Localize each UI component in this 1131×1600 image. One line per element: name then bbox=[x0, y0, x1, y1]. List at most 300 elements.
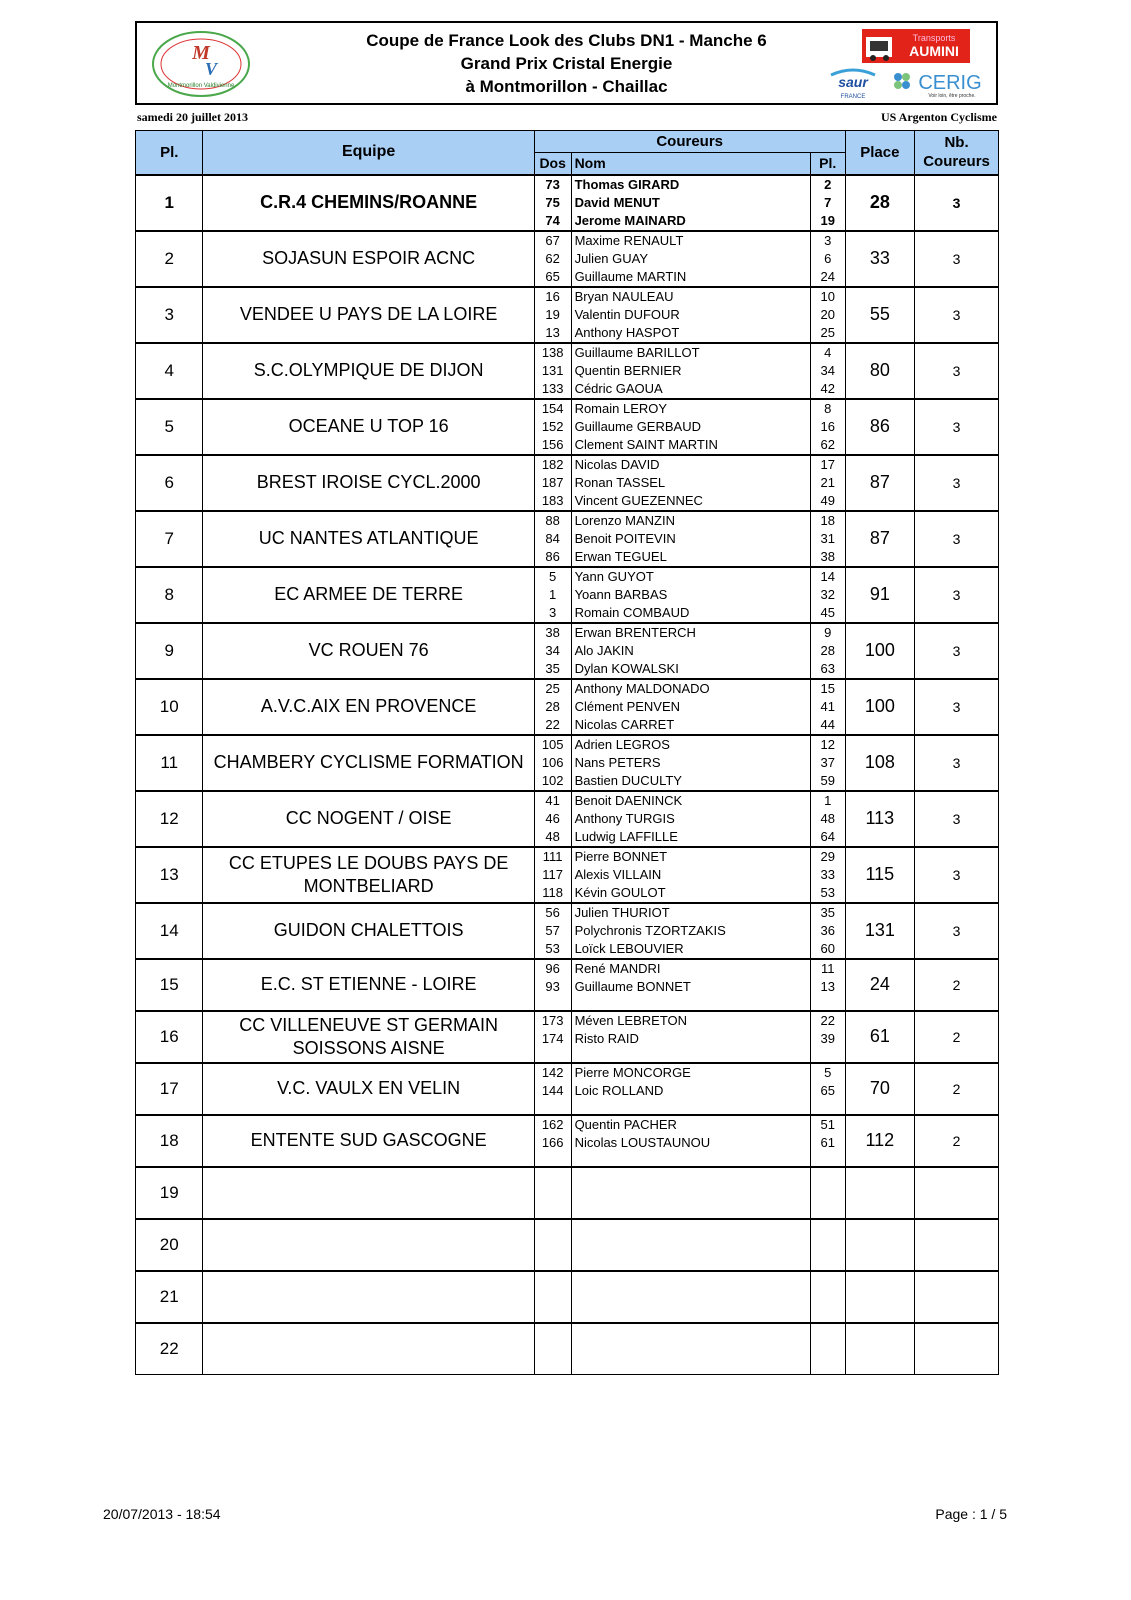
rider-name: Romain LEROY bbox=[574, 400, 668, 416]
saur-logo bbox=[827, 65, 879, 101]
team-name: CHAMBERY CYCLISME FORMATION bbox=[203, 735, 534, 791]
rider-dossard: 152 bbox=[541, 418, 564, 434]
rider-name: Benoit DAENINCK bbox=[574, 792, 683, 808]
team-rank: 20 bbox=[136, 1219, 203, 1271]
rider-ranks bbox=[810, 1323, 845, 1375]
rider-rank: 45 bbox=[820, 604, 835, 620]
rider-names bbox=[571, 847, 810, 903]
team-row bbox=[136, 287, 999, 343]
team-rank: 21 bbox=[136, 1271, 203, 1323]
team-rider-count: 3 bbox=[915, 231, 999, 287]
team-rider-count bbox=[915, 1323, 999, 1375]
team-rank: 18 bbox=[136, 1115, 203, 1167]
team-name bbox=[203, 1271, 534, 1323]
rider-dossard: 187 bbox=[541, 474, 564, 490]
team-rank: 13 bbox=[136, 847, 203, 903]
header-coureurs: Coureurs bbox=[534, 131, 845, 153]
rider-rank: 16 bbox=[820, 418, 835, 434]
team-points: 108 bbox=[845, 735, 915, 791]
team-points: 61 bbox=[845, 1011, 915, 1063]
rider-name: Risto RAID bbox=[574, 1030, 639, 1046]
team-rank: 22 bbox=[136, 1323, 203, 1375]
rider-name: Anthony MALDONADO bbox=[574, 680, 710, 696]
title-line-3: à Montmorillon - Chaillac bbox=[465, 77, 668, 96]
rider-names bbox=[571, 231, 810, 287]
header-nb-line2: Coureurs bbox=[923, 153, 990, 171]
rider-name: Thomas GIRARD bbox=[574, 176, 680, 192]
team-rank: 5 bbox=[136, 399, 203, 455]
team-rank: 2 bbox=[136, 231, 203, 287]
team-rider-count: 3 bbox=[915, 343, 999, 399]
team-rank: 12 bbox=[136, 791, 203, 847]
rider-ranks bbox=[810, 1011, 845, 1063]
rider-rank: 10 bbox=[820, 288, 835, 304]
rider-name: Benoit POITEVIN bbox=[574, 530, 676, 546]
team-rank: 10 bbox=[136, 679, 203, 735]
team-row bbox=[136, 1323, 999, 1375]
rider-rank: 24 bbox=[820, 268, 835, 284]
rider-names bbox=[571, 287, 810, 343]
rider-name: Guillaume BONNET bbox=[574, 978, 691, 994]
rider-dossard: 88 bbox=[545, 512, 560, 528]
team-points: 100 bbox=[845, 679, 915, 735]
team-points bbox=[845, 1323, 915, 1375]
rider-dossards bbox=[534, 455, 571, 511]
rider-dossards bbox=[534, 1063, 571, 1115]
sub-header-row bbox=[137, 110, 997, 125]
rider-rank: 38 bbox=[820, 548, 835, 564]
montmorillon-logo bbox=[151, 29, 251, 99]
rider-rank: 5 bbox=[824, 1064, 832, 1080]
rider-dossard: 3 bbox=[549, 604, 557, 620]
team-name: GUIDON CHALETTOIS bbox=[203, 903, 534, 959]
rider-dossards bbox=[534, 567, 571, 623]
rider-ranks bbox=[810, 735, 845, 791]
team-points: 33 bbox=[845, 231, 915, 287]
team-row bbox=[136, 623, 999, 679]
team-row bbox=[136, 343, 999, 399]
rider-ranks bbox=[810, 791, 845, 847]
team-points: 80 bbox=[845, 343, 915, 399]
rider-name: Vincent GUEZENNEC bbox=[574, 492, 703, 508]
rider-name: Yoann BARBAS bbox=[574, 586, 668, 602]
team-rider-count: 2 bbox=[915, 1063, 999, 1115]
rider-name: Méven LEBRETON bbox=[574, 1012, 688, 1028]
team-name: EC ARMEE DE TERRE bbox=[203, 567, 534, 623]
rider-dossard: 16 bbox=[545, 288, 560, 304]
rider-names bbox=[571, 679, 810, 735]
rider-rank: 64 bbox=[820, 828, 835, 844]
rider-dossard: 183 bbox=[541, 492, 564, 508]
rider-name: Quentin BERNIER bbox=[574, 362, 682, 378]
rider-dossard: 111 bbox=[542, 848, 563, 864]
rider-dossards bbox=[534, 1323, 571, 1375]
rider-dossards bbox=[534, 399, 571, 455]
rider-names bbox=[571, 343, 810, 399]
rider-dossards bbox=[534, 959, 571, 1011]
rider-rank: 37 bbox=[820, 754, 835, 770]
document-title bbox=[317, 29, 816, 98]
svg-text:Voir loin, être proche.: Voir loin, être proche. bbox=[928, 93, 976, 99]
document-header bbox=[135, 21, 998, 105]
rider-names bbox=[571, 959, 810, 1011]
rider-dossard: 56 bbox=[545, 904, 560, 920]
print-timestamp: 20/07/2013 - 18:54 bbox=[103, 1506, 221, 1522]
svg-text:AUMINI: AUMINI bbox=[909, 43, 959, 59]
team-rider-count bbox=[915, 1219, 999, 1271]
rider-dossards bbox=[534, 847, 571, 903]
rider-rank: 6 bbox=[824, 250, 832, 266]
rider-name: Loïck LEBOUVIER bbox=[574, 940, 684, 956]
rider-rank: 41 bbox=[820, 698, 835, 714]
rider-name: Clément PENVEN bbox=[574, 698, 681, 714]
team-points: 87 bbox=[845, 455, 915, 511]
rider-name: Julien THURIOT bbox=[574, 904, 670, 920]
rider-dossards bbox=[534, 791, 571, 847]
rider-names bbox=[571, 511, 810, 567]
team-name bbox=[203, 1167, 534, 1219]
team-name: SOJASUN ESPOIR ACNC bbox=[203, 231, 534, 287]
rider-name: Pierre BONNET bbox=[574, 848, 668, 864]
team-points: 86 bbox=[845, 399, 915, 455]
rider-rank: 20 bbox=[820, 306, 835, 322]
rider-rank: 17 bbox=[820, 456, 835, 472]
rider-names bbox=[571, 735, 810, 791]
rider-ranks bbox=[810, 1219, 845, 1271]
rider-dossards bbox=[534, 343, 571, 399]
team-rank: 17 bbox=[136, 1063, 203, 1115]
rider-ranks bbox=[810, 903, 845, 959]
team-name bbox=[203, 1219, 534, 1271]
rider-ranks bbox=[810, 343, 845, 399]
rider-rank: 49 bbox=[820, 492, 835, 508]
team-points: 115 bbox=[845, 847, 915, 903]
rider-rank: 63 bbox=[820, 660, 835, 676]
rider-rank: 51 bbox=[820, 1116, 835, 1132]
team-name: C.R.4 CHEMINS/ROANNE bbox=[203, 175, 534, 231]
rider-names bbox=[571, 1219, 810, 1271]
team-rider-count: 3 bbox=[915, 455, 999, 511]
team-rank: 14 bbox=[136, 903, 203, 959]
title-line-1: Coupe de France Look des Clubs DN1 - Manche 6 bbox=[366, 31, 767, 50]
rider-dossards bbox=[534, 175, 571, 231]
rider-rank: 2 bbox=[824, 176, 832, 192]
team-name: CC VILLENEUVE ST GERMAIN SOISSONS AISNE bbox=[203, 1011, 534, 1063]
rider-dossard: 86 bbox=[545, 548, 560, 564]
rider-name: Quentin PACHER bbox=[574, 1116, 677, 1132]
page-indicator: Page : 1 / 5 bbox=[935, 1506, 1007, 1522]
rider-dossard: 154 bbox=[541, 400, 564, 416]
rider-ranks bbox=[810, 455, 845, 511]
rider-names bbox=[571, 175, 810, 231]
header-nom: Nom bbox=[571, 153, 810, 175]
rider-dossard: 25 bbox=[545, 680, 560, 696]
rider-dossard: 19 bbox=[545, 306, 560, 322]
rider-dossard: 84 bbox=[545, 530, 560, 546]
results-body bbox=[136, 175, 999, 1375]
rider-names bbox=[571, 1167, 810, 1219]
team-rank: 3 bbox=[136, 287, 203, 343]
team-rank: 8 bbox=[136, 567, 203, 623]
rider-dossard: 75 bbox=[545, 194, 560, 210]
rider-dossards bbox=[534, 231, 571, 287]
rider-names bbox=[571, 567, 810, 623]
rider-dossards bbox=[534, 679, 571, 735]
rider-rank: 53 bbox=[820, 884, 835, 900]
team-row bbox=[136, 679, 999, 735]
team-name: UC NANTES ATLANTIQUE bbox=[203, 511, 534, 567]
rider-rank: 9 bbox=[824, 624, 832, 640]
rider-names bbox=[571, 1011, 810, 1063]
rider-ranks bbox=[810, 1115, 845, 1167]
team-points: 28 bbox=[845, 175, 915, 231]
rider-dossards bbox=[534, 1011, 571, 1063]
svg-text:saur: saur bbox=[838, 74, 868, 90]
team-name: VC ROUEN 76 bbox=[203, 623, 534, 679]
team-points bbox=[845, 1219, 915, 1271]
team-rider-count: 3 bbox=[915, 903, 999, 959]
rider-name: Guillaume MARTIN bbox=[574, 268, 687, 284]
rider-name: René MANDRI bbox=[574, 960, 661, 976]
race-date: samedi 20 juillet 2013 bbox=[137, 110, 248, 124]
rider-name: Clement SAINT MARTIN bbox=[574, 436, 718, 452]
rider-dossard: 138 bbox=[541, 344, 564, 360]
team-rider-count: 2 bbox=[915, 959, 999, 1011]
rider-name: Erwan BRENTERCH bbox=[574, 624, 696, 640]
rider-dossard: 156 bbox=[541, 436, 564, 452]
rider-name: Nicolas DAVID bbox=[574, 456, 660, 472]
rider-dossard: 74 bbox=[545, 212, 560, 228]
rider-names bbox=[571, 791, 810, 847]
rider-dossard: 117 bbox=[542, 866, 564, 882]
team-rank: 4 bbox=[136, 343, 203, 399]
rider-ranks bbox=[810, 1063, 845, 1115]
rider-dossard: 174 bbox=[541, 1030, 564, 1046]
svg-text:FRANCE: FRANCE bbox=[840, 94, 866, 100]
rider-ranks bbox=[810, 399, 845, 455]
rider-name: Nicolas CARRET bbox=[574, 716, 675, 732]
rider-name: Erwan TEGUEL bbox=[574, 548, 667, 564]
rider-dossard: 28 bbox=[545, 698, 560, 714]
team-row bbox=[136, 175, 999, 231]
rider-names bbox=[571, 623, 810, 679]
team-rank: 7 bbox=[136, 511, 203, 567]
rider-rank: 44 bbox=[820, 716, 835, 732]
rider-dossard: 53 bbox=[545, 940, 560, 956]
rider-name: Loic ROLLAND bbox=[574, 1082, 664, 1098]
rider-names bbox=[571, 1271, 810, 1323]
rider-rank: 34 bbox=[820, 362, 835, 378]
rider-dossard: 5 bbox=[549, 568, 557, 584]
team-points: 70 bbox=[845, 1063, 915, 1115]
rider-dossards bbox=[534, 1271, 571, 1323]
rider-dossard: 142 bbox=[541, 1064, 564, 1080]
rider-dossards bbox=[534, 1115, 571, 1167]
rider-dossard: 13 bbox=[545, 324, 560, 340]
team-points: 91 bbox=[845, 567, 915, 623]
team-row bbox=[136, 791, 999, 847]
rider-name: Alo JAKIN bbox=[574, 642, 634, 658]
rider-name: Nicolas LOUSTAUNOU bbox=[574, 1134, 711, 1150]
rider-dossard: 166 bbox=[541, 1134, 564, 1150]
team-row bbox=[136, 1115, 999, 1167]
team-rider-count: 3 bbox=[915, 735, 999, 791]
rider-rank: 25 bbox=[820, 324, 835, 340]
rider-name: Pierre MONCORGE bbox=[574, 1064, 691, 1080]
team-rider-count: 3 bbox=[915, 623, 999, 679]
header-dos: Dos bbox=[534, 153, 571, 175]
team-row bbox=[136, 1219, 999, 1271]
rider-dossards bbox=[534, 1167, 571, 1219]
svg-text:M: M bbox=[192, 42, 210, 64]
rider-name: Nans PETERS bbox=[574, 754, 661, 770]
rider-name: Jerome MAINARD bbox=[574, 212, 686, 228]
header-rider-pl: Pl. bbox=[810, 153, 845, 175]
team-rank: 11 bbox=[136, 735, 203, 791]
team-name: E.C. ST ETIENNE - LOIRE bbox=[203, 959, 534, 1011]
header-place: Place bbox=[845, 131, 915, 175]
rider-name: Guillaume BARILLOT bbox=[574, 344, 700, 360]
rider-rank: 13 bbox=[820, 978, 835, 994]
rider-rank: 4 bbox=[824, 344, 832, 360]
rider-dossard: 118 bbox=[542, 884, 564, 900]
team-row bbox=[136, 567, 999, 623]
rider-rank: 1 bbox=[824, 792, 832, 808]
rider-rank: 22 bbox=[820, 1012, 835, 1028]
team-points: 112 bbox=[845, 1115, 915, 1167]
rider-dossards bbox=[534, 623, 571, 679]
rider-ranks bbox=[810, 679, 845, 735]
team-points: 100 bbox=[845, 623, 915, 679]
rider-name: Maxime RENAULT bbox=[574, 232, 684, 248]
team-points: 24 bbox=[845, 959, 915, 1011]
team-rider-count: 3 bbox=[915, 399, 999, 455]
rider-name: Valentin DUFOUR bbox=[574, 306, 680, 322]
team-rider-count bbox=[915, 1167, 999, 1219]
rider-dossard: 173 bbox=[541, 1012, 564, 1028]
team-rank: 15 bbox=[136, 959, 203, 1011]
rider-names bbox=[571, 903, 810, 959]
rider-name: Anthony HASPOT bbox=[574, 324, 680, 340]
rider-rank: 39 bbox=[820, 1030, 835, 1046]
team-row bbox=[136, 1167, 999, 1219]
rider-rank: 11 bbox=[820, 960, 835, 976]
rider-dossard: 1 bbox=[549, 586, 557, 602]
rider-ranks bbox=[810, 287, 845, 343]
rider-name: Julien GUAY bbox=[574, 250, 649, 266]
rider-dossard: 41 bbox=[545, 792, 560, 808]
rider-dossard: 106 bbox=[541, 754, 564, 770]
rider-name: Ronan TASSEL bbox=[574, 474, 666, 490]
team-row bbox=[136, 399, 999, 455]
team-points bbox=[845, 1167, 915, 1219]
svg-text:V: V bbox=[204, 59, 218, 79]
team-name: ENTENTE SUD GASCOGNE bbox=[203, 1115, 534, 1167]
rider-name: Lorenzo MANZIN bbox=[574, 512, 675, 528]
rider-name: David MENUT bbox=[574, 194, 660, 210]
rider-ranks bbox=[810, 175, 845, 231]
rider-names bbox=[571, 455, 810, 511]
rider-names bbox=[571, 399, 810, 455]
rider-names bbox=[571, 1323, 810, 1375]
rider-dossard: 96 bbox=[545, 960, 560, 976]
rider-dossards bbox=[534, 287, 571, 343]
rider-rank: 15 bbox=[820, 680, 835, 696]
team-rider-count: 3 bbox=[915, 175, 999, 231]
team-rank: 6 bbox=[136, 455, 203, 511]
rider-name: Alexis VILLAIN bbox=[574, 866, 662, 882]
rider-ranks bbox=[810, 231, 845, 287]
rider-names bbox=[571, 1063, 810, 1115]
title-line-2: Grand Prix Cristal Energie bbox=[460, 54, 673, 73]
rider-name: Romain COMBAUD bbox=[574, 604, 690, 620]
rider-dossard: 105 bbox=[541, 736, 564, 752]
team-name: BREST IROISE CYCL.2000 bbox=[203, 455, 534, 511]
team-row bbox=[136, 1011, 999, 1063]
aumini-logo bbox=[862, 29, 970, 63]
team-rider-count: 3 bbox=[915, 567, 999, 623]
rider-dossard: 62 bbox=[545, 250, 560, 266]
rider-name: Cédric GAOUA bbox=[574, 380, 663, 396]
rider-rank: 36 bbox=[820, 922, 835, 938]
rider-ranks bbox=[810, 623, 845, 679]
rider-dossards bbox=[534, 511, 571, 567]
rider-dossard: 46 bbox=[545, 810, 560, 826]
header-pl: Pl. bbox=[136, 131, 203, 175]
rider-rank: 29 bbox=[820, 848, 835, 864]
cerig-logo bbox=[890, 67, 990, 99]
rider-ranks bbox=[810, 1167, 845, 1219]
header-nb-line1: Nb. bbox=[944, 134, 969, 152]
rider-rank: 28 bbox=[820, 642, 835, 658]
rider-rank: 19 bbox=[820, 212, 835, 228]
team-row bbox=[136, 455, 999, 511]
team-rider-count bbox=[915, 1271, 999, 1323]
team-points: 87 bbox=[845, 511, 915, 567]
rider-ranks bbox=[810, 567, 845, 623]
team-row bbox=[136, 511, 999, 567]
rider-dossards bbox=[534, 1219, 571, 1271]
team-row bbox=[136, 1063, 999, 1115]
header-equipe: Equipe bbox=[203, 131, 534, 175]
team-name: V.C. VAULX EN VELIN bbox=[203, 1063, 534, 1115]
rider-ranks bbox=[810, 511, 845, 567]
rider-rank: 18 bbox=[820, 512, 835, 528]
team-name: CC ETUPES LE DOUBS PAYS DE MONTBELIARD bbox=[203, 847, 534, 903]
rider-name: Ludwig LAFFILLE bbox=[574, 828, 678, 844]
rider-name: Bastien DUCULTY bbox=[574, 772, 682, 788]
team-rank: 9 bbox=[136, 623, 203, 679]
rider-rank: 59 bbox=[820, 772, 835, 788]
rider-dossard: 38 bbox=[545, 624, 560, 640]
team-row bbox=[136, 735, 999, 791]
team-name: OCEANE U TOP 16 bbox=[203, 399, 534, 455]
team-row bbox=[136, 903, 999, 959]
rider-rank: 33 bbox=[820, 866, 835, 882]
rider-rank: 3 bbox=[824, 232, 832, 248]
rider-dossard: 22 bbox=[545, 716, 560, 732]
rider-name: Polychronis TZORTZAKIS bbox=[574, 922, 726, 938]
rider-rank: 35 bbox=[820, 904, 835, 920]
team-row bbox=[136, 231, 999, 287]
rider-dossards bbox=[534, 735, 571, 791]
team-row bbox=[136, 959, 999, 1011]
organizer: US Argenton Cyclisme bbox=[881, 110, 997, 124]
team-name: A.V.C.AIX EN PROVENCE bbox=[203, 679, 534, 735]
rider-name: Dylan KOWALSKI bbox=[574, 660, 679, 676]
rider-dossard: 73 bbox=[545, 176, 560, 192]
rider-dossard: 93 bbox=[545, 978, 560, 994]
